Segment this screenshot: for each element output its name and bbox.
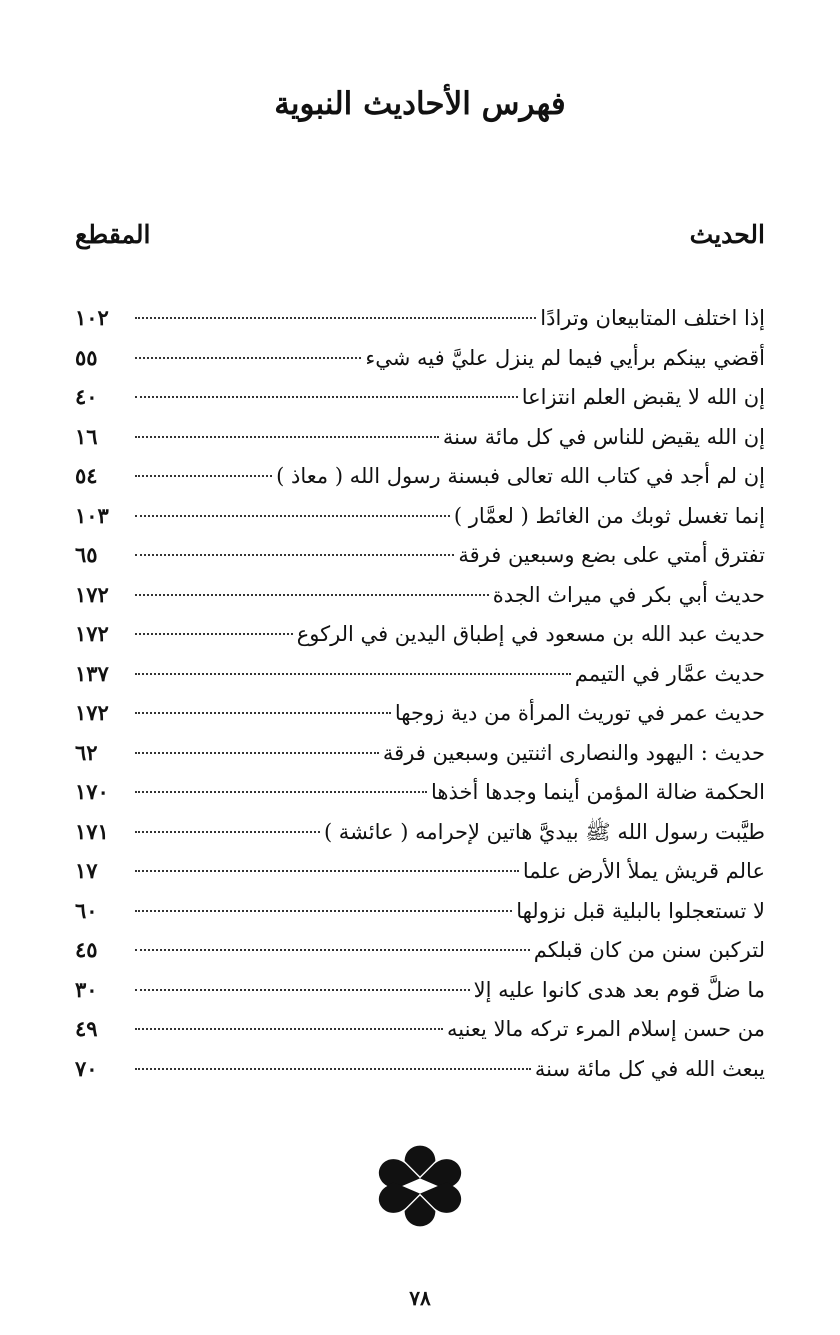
dot-leader	[135, 396, 518, 398]
page-title: فهرس الأحاديث النبوية	[274, 86, 566, 122]
entry-page-number: ١٦	[75, 423, 98, 449]
entry-text: أقضي بينكم برأيي فيما لم ينزل عليَّ فيه شيء	[365, 345, 765, 370]
dot-leader	[135, 1068, 531, 1070]
hadith-index-list	[75, 298, 765, 1088]
list-item	[75, 298, 765, 338]
quatrefoil-ornament-icon	[372, 1138, 468, 1234]
entry-text: من حسن إسلام المرء تركه مالا يعنيه	[446, 1017, 765, 1041]
entry-text: طيَّبت رسول الله ﷺ بيديَّ هاتين لإحرامه ( عائشة )	[323, 819, 765, 844]
list-item	[75, 693, 765, 733]
dot-leader	[135, 752, 379, 754]
column-header-section: المقطع	[75, 220, 151, 249]
entry-text: حديث عمر في توريث المرأة من دية زوجها	[394, 701, 765, 725]
entry-page-number: ٦٢	[75, 739, 98, 765]
dot-leader	[135, 633, 293, 635]
dot-leader	[135, 673, 571, 675]
entry-page-number: ٥٤	[75, 463, 98, 488]
list-item	[75, 733, 765, 773]
list-item	[75, 614, 765, 654]
entry-text: إن لم أجد في كتاب الله تعالى فبسنة رسول الله ( معاذ )	[276, 464, 765, 488]
page-number: ٧٨	[409, 1286, 431, 1310]
list-item	[75, 812, 765, 852]
list-item	[75, 535, 765, 575]
dot-leader	[135, 317, 536, 319]
entry-text: يبعث الله في كل مائة سنة	[534, 1056, 765, 1081]
entry-page-number: ٤٠	[75, 384, 98, 409]
entry-text: لا تستعجلوا بالبلية قبل نزولها	[516, 898, 765, 923]
list-item	[75, 772, 765, 812]
list-item	[75, 654, 765, 694]
dot-leader	[135, 712, 391, 714]
list-item	[75, 970, 765, 1010]
entry-text: لتركبن سنن من كان قبلكم	[533, 938, 765, 962]
entry-text: حديث عبد الله بن مسعود في إطباق اليدين في الركوع	[296, 622, 765, 646]
entry-page-number: ١٧٠	[75, 779, 109, 804]
dot-leader	[135, 870, 519, 872]
entry-page-number: ٤٩	[75, 1016, 98, 1041]
entry-page-number: ١٠٢	[75, 305, 109, 330]
entry-text: إذا اختلف المتابيعان وترادًا	[540, 306, 765, 330]
dot-leader	[135, 949, 530, 951]
list-item	[75, 377, 765, 417]
list-item	[75, 930, 765, 970]
entry-text: إن الله لا يقبض العلم انتزاعا	[521, 385, 765, 409]
entry-page-number: ٦٠	[75, 897, 98, 923]
entry-text: حديث : اليهود والنصارى اثنتين وسبعين فرقة	[382, 740, 765, 765]
dot-leader	[135, 1028, 443, 1030]
list-item	[75, 456, 765, 496]
dot-leader	[135, 910, 512, 912]
entry-page-number: ١٧٢	[75, 700, 109, 725]
entry-text: تفترق أمتي على بضع وسبعين فرقة	[458, 543, 765, 567]
dot-leader	[135, 515, 450, 517]
dot-leader	[135, 357, 361, 359]
list-item	[75, 851, 765, 891]
dot-leader	[135, 554, 454, 556]
entry-page-number: ٣٠	[75, 976, 98, 1002]
entry-page-number: ١٧٢	[75, 581, 109, 607]
entry-page-number: ٧٠	[75, 1055, 98, 1081]
entry-page-number: ١٣٧	[75, 660, 109, 686]
dot-leader	[135, 475, 272, 477]
entry-text: عالم قريش يملأ الأرض علما	[522, 859, 765, 883]
entry-text: الحكمة ضالة المؤمن أينما وجدها أخذها	[431, 780, 765, 804]
entry-text: حديث أبي بكر في ميراث الجدة	[492, 582, 765, 607]
dot-leader	[135, 989, 470, 991]
column-header-hadith: الحديث	[689, 220, 765, 249]
entry-page-number: ١٠٣	[75, 502, 109, 528]
list-item	[75, 417, 765, 457]
dot-leader	[135, 831, 320, 833]
list-item	[75, 338, 765, 378]
list-item	[75, 1049, 765, 1089]
list-item	[75, 1009, 765, 1049]
list-item	[75, 496, 765, 536]
entry-page-number: ١٧	[75, 858, 98, 883]
entry-page-number: ١٧١	[75, 818, 109, 844]
entry-page-number: ١٧٢	[75, 621, 109, 646]
entry-text: ما ضلَّ قوم بعد هدى كانوا عليه إلا	[473, 977, 765, 1002]
dot-leader	[135, 594, 489, 596]
list-item	[75, 891, 765, 931]
entry-text: حديث عمَّار في التيمم	[574, 661, 765, 686]
dot-leader	[135, 791, 427, 793]
entry-text: إن الله يقيض للناس في كل مائة سنة	[442, 424, 765, 449]
entry-page-number: ٥٥	[75, 344, 98, 370]
dot-leader	[135, 436, 439, 438]
entry-page-number: ٦٥	[75, 542, 98, 567]
entry-page-number: ٤٥	[75, 937, 98, 962]
entry-text: إنما تغسل ثوبك من الغائط ( لعمَّار )	[453, 503, 765, 528]
list-item	[75, 575, 765, 615]
